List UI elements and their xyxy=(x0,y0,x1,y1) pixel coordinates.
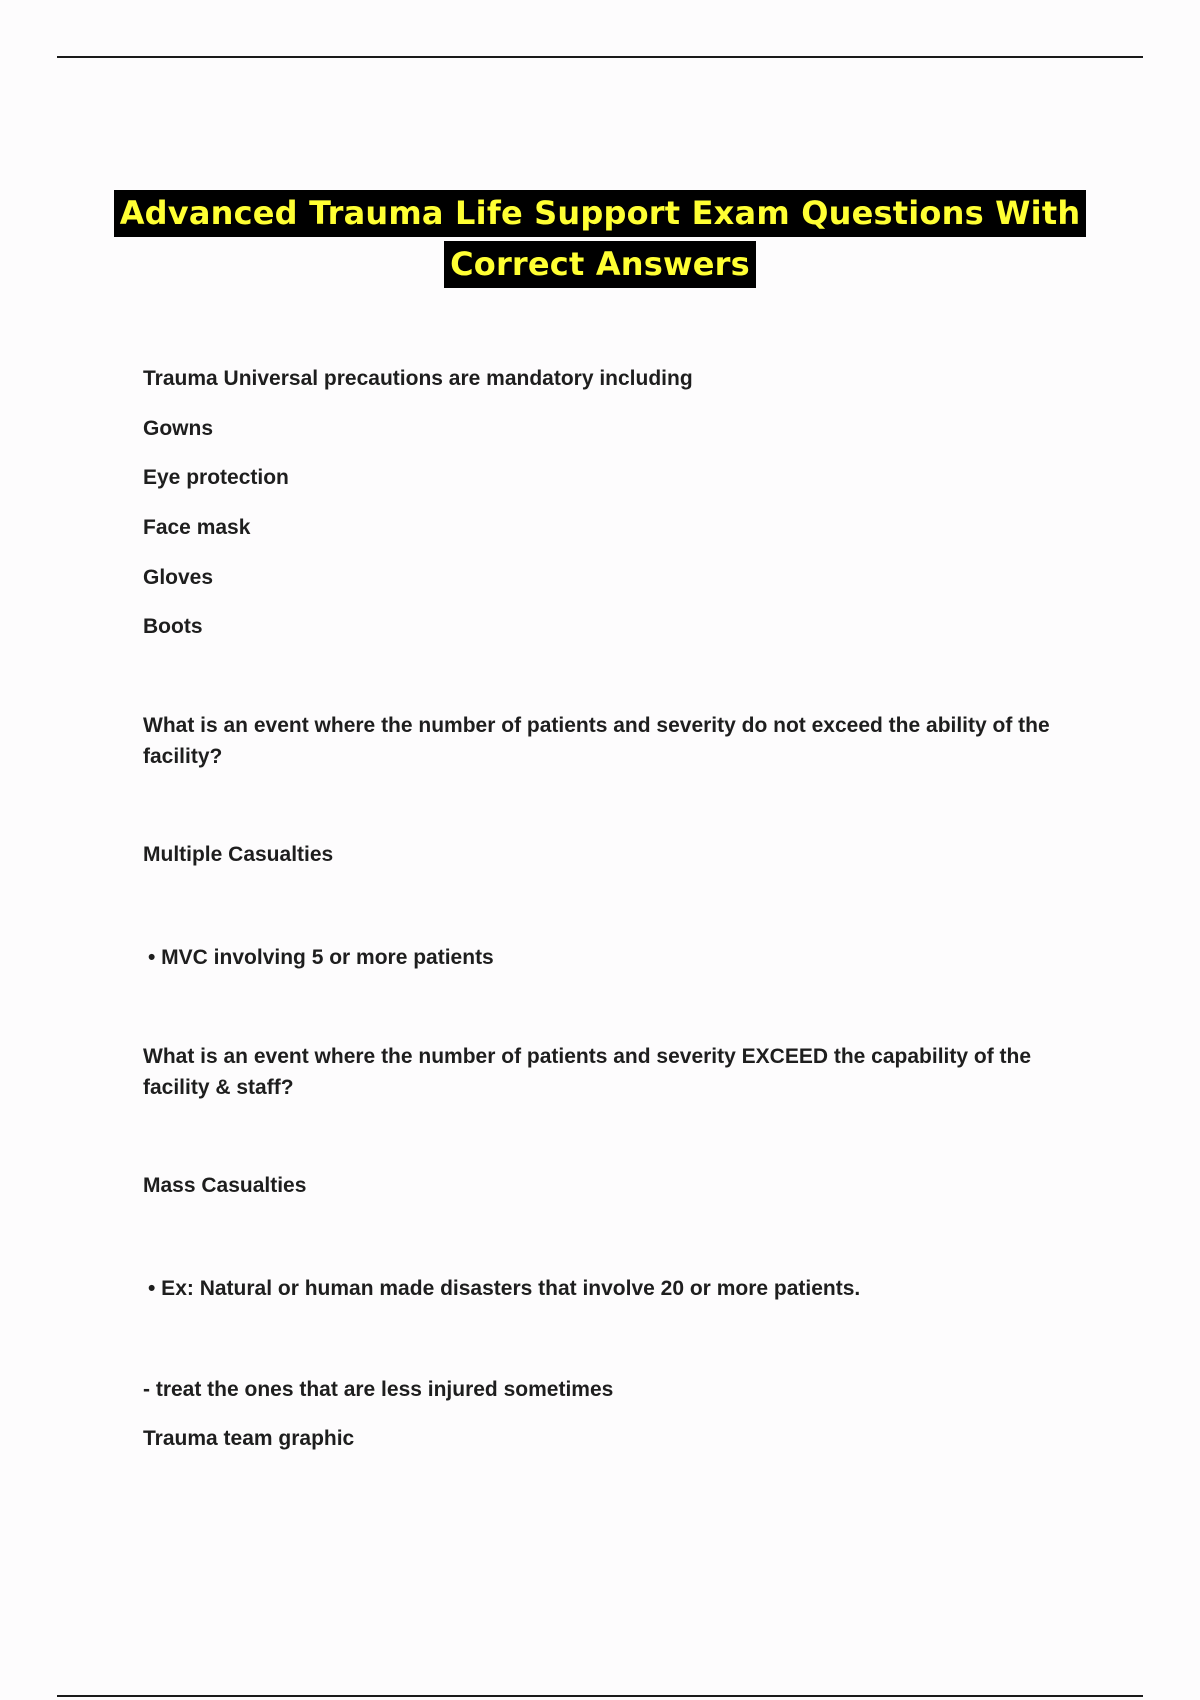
question-multiple-casualties: What is an event where the number of patients and severity do not exceed the ability of the facility? xyxy=(143,714,1050,768)
answer-multiple-casualties: Multiple Casualties xyxy=(143,843,334,866)
top-rule xyxy=(57,56,1143,58)
question-universal-precautions: Trauma Universal precautions are mandatory including xyxy=(143,367,693,390)
title-line-2: Correct Answers xyxy=(444,241,756,288)
answer-detail-mvc: • MVC involving 5 or more patients xyxy=(148,946,494,969)
list-item-eye-protection: Eye protection xyxy=(143,466,289,489)
answer-note-less-injured: - treat the ones that are less injured sometimes xyxy=(143,1378,614,1401)
question-mass-casualties: What is an event where the number of patients and severity EXCEED the capability of the facility & staff? xyxy=(143,1045,1032,1099)
document-title xyxy=(0,190,1200,292)
answer-mass-casualties: Mass Casualties xyxy=(143,1174,307,1197)
bottom-rule xyxy=(57,1695,1143,1697)
title-line-1: Advanced Trauma Life Support Exam Questions With xyxy=(114,190,1087,237)
question-trauma-team-graphic: Trauma team graphic xyxy=(143,1427,355,1450)
answer-detail-disasters: • Ex: Natural or human made disasters that involve 20 or more patients. xyxy=(148,1277,861,1300)
list-item-face-mask: Face mask xyxy=(143,516,251,539)
list-item-gloves: Gloves xyxy=(143,566,214,589)
list-item-boots: Boots xyxy=(143,615,203,638)
list-item-gowns: Gowns xyxy=(143,417,214,440)
